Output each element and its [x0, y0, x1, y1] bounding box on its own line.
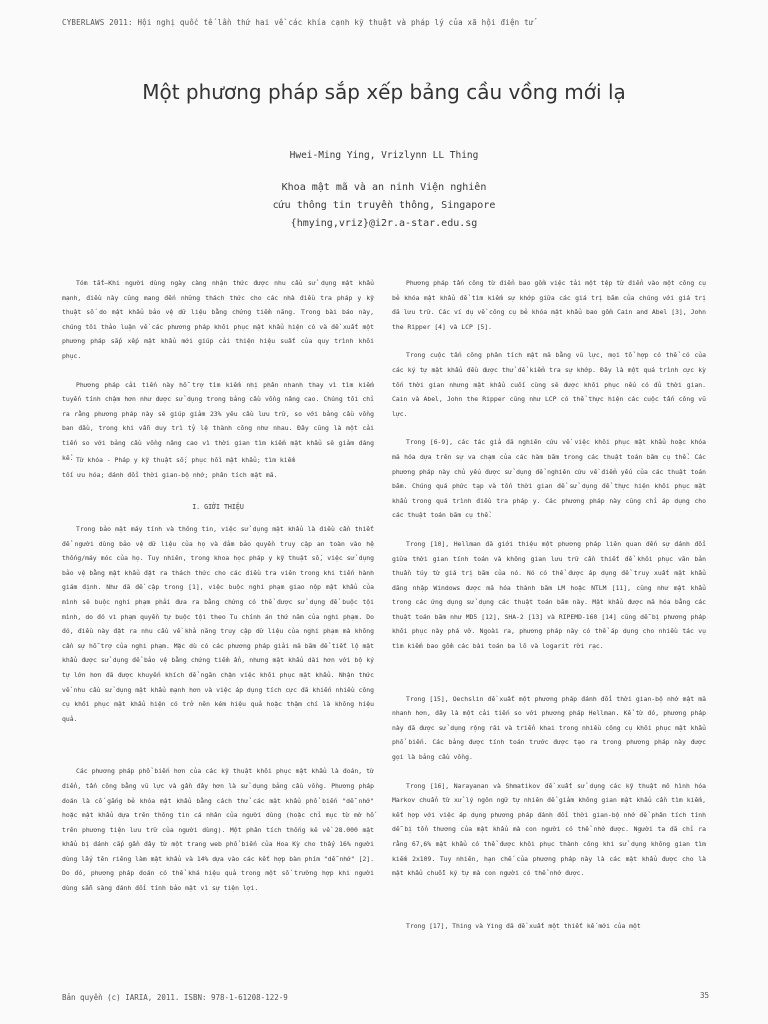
body-paragraph: Các phương pháp phổ biến hơn của các kỹ thuật khôi phục mật khẩu là đoán, từ điển, tấn công bằng vũ lực và gần đây hơn là sử dụng bảng cầu vồng. Phương pháp đoán là cố gắng bẻ khóa mật khẩu bằng cách thử các mật khẩu phổ biến "dễ nhớ" hoặc mật khẩu dựa trên thông tin cá nhân của người dùng (hoặc chỉ mục từ mờ hồ trên phương tiện lưu trữ của người dùng). Một phân tích thống kê về 28.000 mật khẩu bị đánh cắp gần đây từ một trang web phổ biến của Hoa Kỳ cho thấy 16% người dùng lấy tên riêng làm mật khẩu và 14% dựa vào các kết hợp bàn phím "dễ nhớ" [2]. Do đó, phương pháp đoán có thể khá hiệu quả trong một số trường hợp khi người dùng sẵn sàng đánh đổi tính bảo mật vì sự tiện lợi.	[62, 767, 374, 893]
keywords-line: Từ khóa - Pháp y kỹ thuật số; phục hồi mật khẩu; tìm kiếm	[76, 456, 296, 464]
copyright-footer: Bản quyền (c) IARIA, 2011. ISBN: 978-1-61208-122-9	[62, 993, 288, 1002]
keywords-line: tối ưu hóa; đánh đổi thời gian-bộ nhớ; phân tích mật mã.	[62, 470, 278, 479]
body-paragraph: Trong cuộc tấn công phân tích mật mã bằng vũ lực, mọi tổ hợp có thể có của các ký tự mật khẩu đều được thử để kiểm tra sự khớp. Đây là một quá trình cực kỳ tốn thời gian nhưng mật khẩu cuối cùng sẽ được khôi phục nếu có đủ thời gian. Cain và Abel, John the Ripper cũng như LCP có thể thực hiện các cuộc tấn công vũ lực.	[392, 351, 706, 418]
body-paragraph: Trong [15], Oechslin đề xuất một phương pháp đánh đổi thời gian-bộ nhớ mật mã nhanh hơn, đây là một cải tiến so với phương pháp Hellman. Kể từ đó, phương pháp này đã được sử dụng rộng rãi và triển khai trong nhiều công cụ khôi phục mật khẩu phổ biến. Các bảng được tính toán trước được tạo ra trong phương pháp này được gọi là bảng cầu vồng.	[392, 694, 706, 762]
body-paragraph: Trong [17], Thing và Ying đã đề xuất một thiết kế mới của một	[406, 921, 641, 930]
affiliation-line: cứu thông tin truyền thông, Singapore	[272, 200, 496, 211]
abstract-paragraph: Tóm tắt—Khi người dùng ngày càng nhận thức được nhu cầu sử dụng mật khẩu mạnh, điều này cũng mang đến những thách thức cho các nhà điều tra pháp y kỹ thuật số do mật khẩu bảo vệ dữ liệu bằng chứng tiềm năng. Trong bài báo này, chúng tôi thảo luận về các phương pháp khôi phục mật khẩu hiện có và đề xuất một phương pháp sắp xếp mật khẩu mới giúp cải thiện hiệu suất của quy trình khôi phục.	[62, 279, 374, 360]
authors: Hwei-Ming Ying, Vrizlynn LL Thing	[289, 150, 479, 161]
body-paragraph: Trong [16], Narayanan và Shmatikov đề xuất sử dụng các kỹ thuật mô hình hóa Markov chuẩn từ xử lý ngôn ngữ tự nhiên để giảm không gian mật khẩu cần tìm kiếm, kết hợp với việc áp dụng phương pháp đánh đổi thời gian-bộ nhớ để phân tích tính dễ bị tổn thương của mật khẩu mà con người có thể nhớ được. Người ta đã chỉ ra rằng 67,6% mật khẩu có thể được khôi phục thành công khi sử dụng không gian tìm kiếm 2x109. Tuy nhiên, hạn chế của phương pháp này là các mật khẩu được cho là mật khẩu chuỗi ký tự mà con người có thể nhớ được.	[392, 781, 706, 878]
body-paragraph: Phương pháp tấn công từ điển bao gồm việc tải một tệp từ điển vào một công cụ bẻ khóa mật khẩu để tìm kiếm sự khớp giữa các giá trị băm của chúng với giá trị đã lưu trữ. Các ví dụ về công cụ bẻ khóa mật khẩu bao gồm Cain and Abel [3], John the Ripper [4] và LCP [5].	[392, 279, 706, 331]
body-paragraph: Trong [10], Hellman đã giới thiệu một phương pháp liên quan đến sự đánh đổi giữa thời gian tính toán và không gian lưu trữ cần thiết để khôi phục văn bản thuần túy từ giá trị băm của nó. Nó có thể được áp dụng để truy xuất mật khẩu đăng nhập Windows được mã hóa thành băm LM hoặc NTLM [11], cũng như mật khẩu trong các ứng dụng sử dụng các thuật toán băm này. Mật khẩu được mã hóa bằng các thuật toán băm như MD5 [12], SHA-2 [13] và RIPEMD-160 [14] cũng dễ bị phương pháp khôi phục này phá vỡ. Ngoài ra, phương pháp này có thể áp dụng cho nhiều tác vụ tìm kiếm bao gồm các bài toán ba lô và logarit rời rạc.	[392, 539, 706, 651]
abstract-paragraph: Phương pháp cải tiến này hỗ trợ tìm kiếm nhị phân nhanh thay vì tìm kiếm tuyến tính chậm hơn như được sử dụng trong bảng cầu vồng nâng cao. Chúng tôi chỉ ra rằng phương pháp này sẽ giúp giảm 23% yêu cầu lưu trữ, so với bảng cầu vồng ban đầu, trong khi vẫn duy trì tỷ lệ thành công như nhau. Đây cũng là một cải tiến so với bảng cầu vồng nâng cao vì thời gian tìm kiếm mật khẩu sẽ giảm đáng kể.	[62, 380, 374, 462]
paper-title: Một phương pháp sắp xếp bảng cầu vồng mới lạ	[142, 80, 626, 104]
page-number: 35	[700, 991, 710, 1000]
body-paragraph: Trong bảo mật máy tính và thông tin, việc sử dụng mật khẩu là điều cần thiết để người dùng bảo vệ dữ liệu của họ và đảm bảo quyền truy cập an toàn vào hệ thống/máy móc của họ. Tuy nhiên, trong khoa học pháp y kỹ thuật số, việc sử dụng bảo vệ bằng mật khẩu đặt ra thách thức cho các điều tra viên trong khi tiến hành giám định. Như đã đề cập trong [1], việc buộc nghi phạm giao nộp mật khẩu của mình sẽ buộc nghi phạm phải đưa ra bằng chứng có thể được sử dụng để buộc tội mình, do đó vi phạm quyền tự buộc tội theo Tu chính án thứ năm của nghi phạm. Do đó, điều này đặt ra nhu cầu về khả năng truy cập dữ liệu của nghi phạm mà không cần sự hỗ trợ của nghi phạm. Mặc dù có các phương pháp giải mã băm để tiết lộ mật khẩu được sử dụng để bảo vệ bằng chứng tiềm ẩn, nhưng mật khẩu dài hơn với bộ ký tự lớn hơn đã được khuyến khích để ngăn chặn việc khôi phục mật khẩu. Nhận thức về nhu cầu sử dụng mật khẩu mạnh hơn và việc áp dụng tích cực đã khiến nhiều công cụ khôi phục mật khẩu hiện có trở nên kém hiệu quả hoặc thậm chí là không hiệu quả.	[62, 525, 374, 723]
body-paragraph: Trong [6-9], các tác giả đã nghiên cứu về việc khôi phục mật khẩu hoặc khóa mã hóa dựa trên sự va chạm của các hàm băm trong các thuật toán băm cụ thể. Các phương pháp này chủ yếu được sử dụng để nghiên cứu về điểm yếu của các thuật toán băm. Chúng quá phức tạp và tốn thời gian để sử dụng để thực hiện khôi phục mật khẩu trong quá trình điều tra pháp y. Các phương pháp này cũng chỉ áp dụng cho các thuật toán băm cụ thể.	[392, 438, 706, 520]
intro-text	[62, 522, 374, 896]
running-header: CYBERLAWS 2011: Hội nghị quốc tế lần thứ hai về các khía cạnh kỹ thuật và pháp lý của xã hội điện tử	[62, 18, 534, 27]
author-emails: {hmying,vriz}@i2r.a-star.edu.sg	[290, 218, 478, 229]
abstract	[62, 276, 374, 465]
keywords	[62, 453, 374, 482]
affiliation-line: Khoa mật mã và an ninh Viện nghiên	[281, 182, 487, 193]
affiliation	[0, 179, 768, 233]
right-column	[392, 276, 706, 933]
section-heading: I. GIỚI THIỆU	[192, 503, 244, 511]
